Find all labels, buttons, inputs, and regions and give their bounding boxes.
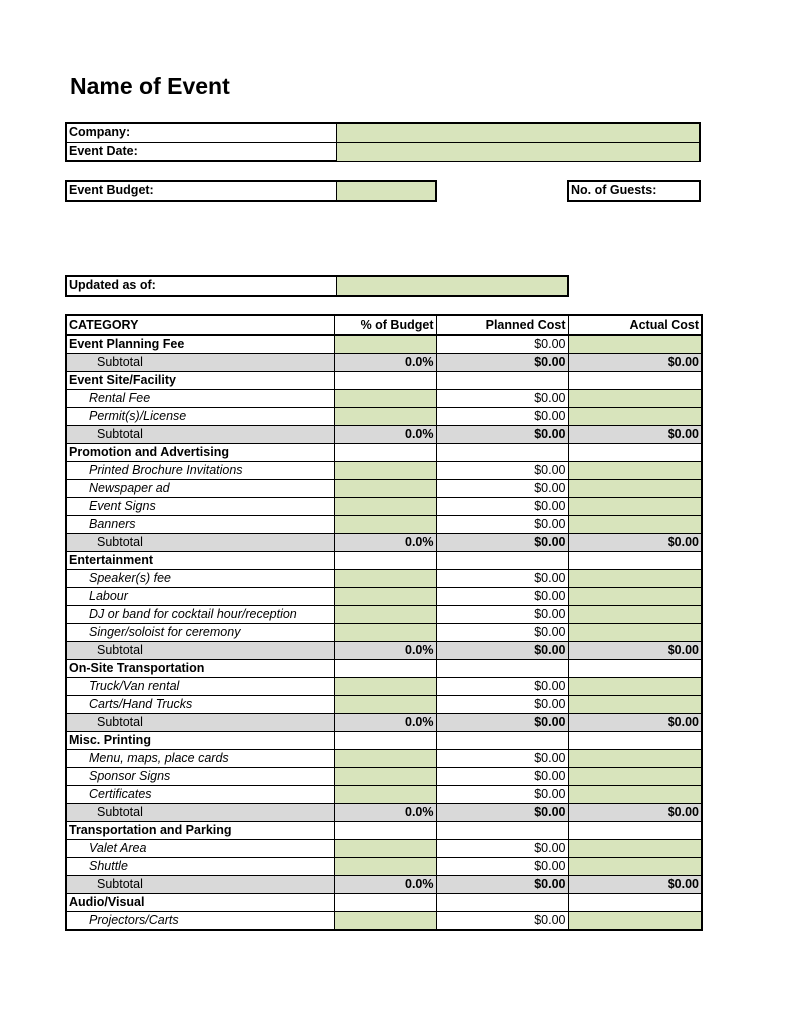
subtotal-row — [66, 426, 702, 444]
planned-cost-cell: $0.00 — [436, 750, 568, 768]
subtotal-label: Subtotal — [66, 354, 334, 372]
company-label: Company: — [67, 124, 337, 142]
subtotal-planned: $0.00 — [436, 714, 568, 732]
pct-budget-input[interactable] — [334, 390, 436, 408]
subtotal-pct: 0.0% — [334, 354, 436, 372]
table-row — [66, 408, 702, 426]
event-date-field[interactable] — [337, 143, 699, 161]
category-label: Event Planning Fee — [66, 335, 334, 354]
planned-cost-cell: $0.00 — [436, 606, 568, 624]
pct-budget-input[interactable] — [334, 858, 436, 876]
header-pct-budget: % of Budget — [334, 315, 436, 335]
actual-cost-input[interactable] — [568, 588, 702, 606]
actual-cost-input[interactable] — [568, 516, 702, 534]
planned-cost-cell — [436, 894, 568, 912]
pct-budget-input[interactable] — [334, 912, 436, 931]
table-row — [66, 480, 702, 498]
pct-budget-cell — [334, 894, 436, 912]
actual-cost-cell — [568, 732, 702, 750]
planned-cost-cell: $0.00 — [436, 696, 568, 714]
item-label: Truck/Van rental — [66, 678, 334, 696]
item-label: Labour — [66, 588, 334, 606]
company-date-box — [65, 122, 701, 162]
category-label: Transportation and Parking — [66, 822, 334, 840]
actual-cost-input[interactable] — [568, 462, 702, 480]
subtotal-pct: 0.0% — [334, 642, 436, 660]
pct-budget-input[interactable] — [334, 570, 436, 588]
subtotal-row — [66, 876, 702, 894]
pct-budget-input[interactable] — [334, 408, 436, 426]
subtotal-label: Subtotal — [66, 642, 334, 660]
pct-budget-cell — [334, 372, 436, 390]
subtotal-planned: $0.00 — [436, 876, 568, 894]
header-category: CATEGORY — [66, 315, 334, 335]
pct-budget-input[interactable] — [334, 606, 436, 624]
subtotal-actual: $0.00 — [568, 354, 702, 372]
item-label: Newspaper ad — [66, 480, 334, 498]
actual-cost-cell — [568, 552, 702, 570]
pct-budget-input[interactable] — [334, 696, 436, 714]
subtotal-pct: 0.0% — [334, 426, 436, 444]
item-label: Singer/soloist for ceremony — [66, 624, 334, 642]
table-row — [66, 840, 702, 858]
actual-cost-input[interactable] — [568, 840, 702, 858]
category-row — [66, 552, 702, 570]
item-label: Sponsor Signs — [66, 768, 334, 786]
planned-cost-cell: $0.00 — [436, 408, 568, 426]
pct-budget-input[interactable] — [334, 498, 436, 516]
pct-budget-input[interactable] — [334, 516, 436, 534]
subtotal-label: Subtotal — [66, 714, 334, 732]
table-row — [66, 516, 702, 534]
subtotal-row — [66, 714, 702, 732]
item-label: Printed Brochure Invitations — [66, 462, 334, 480]
table-row — [66, 858, 702, 876]
item-label: Event Signs — [66, 498, 334, 516]
planned-cost-cell: $0.00 — [436, 768, 568, 786]
item-label: Speaker(s) fee — [66, 570, 334, 588]
item-label: Projectors/Carts — [66, 912, 334, 931]
item-label: Banners — [66, 516, 334, 534]
event-budget-label: Event Budget: — [67, 182, 337, 200]
table-row — [66, 750, 702, 768]
subtotal-row — [66, 642, 702, 660]
subtotal-pct: 0.0% — [334, 876, 436, 894]
subtotal-actual: $0.00 — [568, 642, 702, 660]
table-row — [66, 786, 702, 804]
subtotal-label: Subtotal — [66, 876, 334, 894]
subtotal-row — [66, 354, 702, 372]
actual-cost-input[interactable] — [568, 786, 702, 804]
actual-cost-input[interactable] — [568, 768, 702, 786]
planned-cost-cell: $0.00 — [436, 462, 568, 480]
planned-cost-cell: $0.00 — [436, 516, 568, 534]
table-header-row — [66, 315, 702, 335]
item-label: Certificates — [66, 786, 334, 804]
pct-budget-input[interactable] — [334, 768, 436, 786]
table-row — [66, 390, 702, 408]
category-label: Promotion and Advertising — [66, 444, 334, 462]
subtotal-actual: $0.00 — [568, 714, 702, 732]
planned-cost-cell: $0.00 — [436, 678, 568, 696]
category-row — [66, 822, 702, 840]
subtotal-planned: $0.00 — [436, 354, 568, 372]
updated-label: Updated as of: — [67, 277, 337, 295]
header-planned-cost: Planned Cost — [436, 315, 568, 335]
category-row — [66, 660, 702, 678]
table-row — [66, 768, 702, 786]
category-label: Entertainment — [66, 552, 334, 570]
table-row — [66, 606, 702, 624]
subtotal-planned: $0.00 — [436, 534, 568, 552]
category-row — [66, 444, 702, 462]
actual-cost-input[interactable] — [568, 408, 702, 426]
actual-cost-input[interactable] — [568, 858, 702, 876]
pct-budget-input[interactable] — [334, 840, 436, 858]
planned-cost-cell: $0.00 — [436, 498, 568, 516]
table-row — [66, 498, 702, 516]
actual-cost-input[interactable] — [568, 480, 702, 498]
category-row — [66, 894, 702, 912]
pct-budget-cell — [334, 444, 436, 462]
actual-cost-cell[interactable] — [568, 335, 702, 354]
page-title: Name of Event — [70, 73, 230, 99]
item-label: Rental Fee — [66, 390, 334, 408]
planned-cost-cell: $0.00 — [436, 786, 568, 804]
subtotal-row — [66, 534, 702, 552]
actual-cost-input[interactable] — [568, 606, 702, 624]
updated-box — [65, 275, 569, 297]
subtotal-pct: 0.0% — [334, 714, 436, 732]
actual-cost-input[interactable] — [568, 570, 702, 588]
table-row — [66, 912, 702, 931]
actual-cost-cell — [568, 372, 702, 390]
subtotal-pct: 0.0% — [334, 804, 436, 822]
actual-cost-input[interactable] — [568, 390, 702, 408]
planned-cost-cell — [436, 372, 568, 390]
table-row — [66, 570, 702, 588]
actual-cost-cell — [568, 444, 702, 462]
actual-cost-input[interactable] — [568, 498, 702, 516]
pct-budget-input[interactable] — [334, 786, 436, 804]
subtotal-actual: $0.00 — [568, 534, 702, 552]
actual-cost-input[interactable] — [568, 678, 702, 696]
subtotal-planned: $0.00 — [436, 804, 568, 822]
table-row — [66, 588, 702, 606]
pct-budget-input[interactable] — [334, 624, 436, 642]
category-row — [66, 732, 702, 750]
pct-budget-cell[interactable] — [334, 335, 436, 354]
table-row — [66, 624, 702, 642]
subtotal-actual: $0.00 — [568, 426, 702, 444]
actual-cost-input[interactable] — [568, 624, 702, 642]
subtotal-planned: $0.00 — [436, 642, 568, 660]
company-field[interactable] — [337, 124, 699, 142]
actual-cost-input[interactable] — [568, 912, 702, 931]
item-label: Menu, maps, place cards — [66, 750, 334, 768]
subtotal-planned: $0.00 — [436, 426, 568, 444]
item-label: DJ or band for cocktail hour/reception — [66, 606, 334, 624]
guests-label: No. of Guests: — [571, 183, 657, 197]
planned-cost-cell: $0.00 — [436, 840, 568, 858]
category-label: Misc. Printing — [66, 732, 334, 750]
budget-body — [66, 335, 702, 930]
subtotal-label: Subtotal — [66, 804, 334, 822]
planned-cost-cell: $0.00 — [436, 858, 568, 876]
planned-cost-cell — [436, 552, 568, 570]
actual-cost-input[interactable] — [568, 750, 702, 768]
subtotal-pct: 0.0% — [334, 534, 436, 552]
item-label: Carts/Hand Trucks — [66, 696, 334, 714]
planned-cost-cell: $0.00 — [436, 624, 568, 642]
planned-cost-cell — [436, 732, 568, 750]
planned-cost-cell: $0.00 — [436, 588, 568, 606]
pct-budget-input[interactable] — [334, 678, 436, 696]
actual-cost-input[interactable] — [568, 696, 702, 714]
header-actual-cost: Actual Cost — [568, 315, 702, 335]
event-budget-field[interactable] — [337, 182, 435, 200]
item-label: Valet Area — [66, 840, 334, 858]
actual-cost-cell — [568, 894, 702, 912]
subtotal-actual: $0.00 — [568, 804, 702, 822]
subtotal-label: Subtotal — [66, 426, 334, 444]
pct-budget-cell — [334, 732, 436, 750]
item-label: Permit(s)/License — [66, 408, 334, 426]
category-row — [66, 335, 702, 354]
pct-budget-cell — [334, 822, 436, 840]
table-row — [66, 678, 702, 696]
pct-budget-input[interactable] — [334, 750, 436, 768]
category-label: Audio/Visual — [66, 894, 334, 912]
guests-box[interactable] — [567, 180, 701, 202]
planned-cost-cell: $0.00 — [436, 480, 568, 498]
pct-budget-input[interactable] — [334, 480, 436, 498]
table-row — [66, 696, 702, 714]
planned-cost-cell: $0.00 — [436, 570, 568, 588]
pct-budget-input[interactable] — [334, 462, 436, 480]
planned-cost-cell — [436, 822, 568, 840]
actual-cost-cell — [568, 660, 702, 678]
actual-cost-cell — [568, 822, 702, 840]
subtotal-label: Subtotal — [66, 534, 334, 552]
budget-table — [65, 314, 703, 931]
category-label: Event Site/Facility — [66, 372, 334, 390]
event-budget-box — [65, 180, 437, 202]
item-label: Shuttle — [66, 858, 334, 876]
subtotal-row — [66, 804, 702, 822]
table-row — [66, 462, 702, 480]
subtotal-actual: $0.00 — [568, 876, 702, 894]
planned-cost-cell: $0.00 — [436, 335, 568, 354]
pct-budget-cell — [334, 660, 436, 678]
planned-cost-cell — [436, 660, 568, 678]
updated-field[interactable] — [337, 277, 567, 295]
pct-budget-cell — [334, 552, 436, 570]
pct-budget-input[interactable] — [334, 588, 436, 606]
event-date-label: Event Date: — [67, 143, 337, 161]
planned-cost-cell: $0.00 — [436, 912, 568, 931]
planned-cost-cell — [436, 444, 568, 462]
planned-cost-cell: $0.00 — [436, 390, 568, 408]
category-label: On-Site Transportation — [66, 660, 334, 678]
category-row — [66, 372, 702, 390]
